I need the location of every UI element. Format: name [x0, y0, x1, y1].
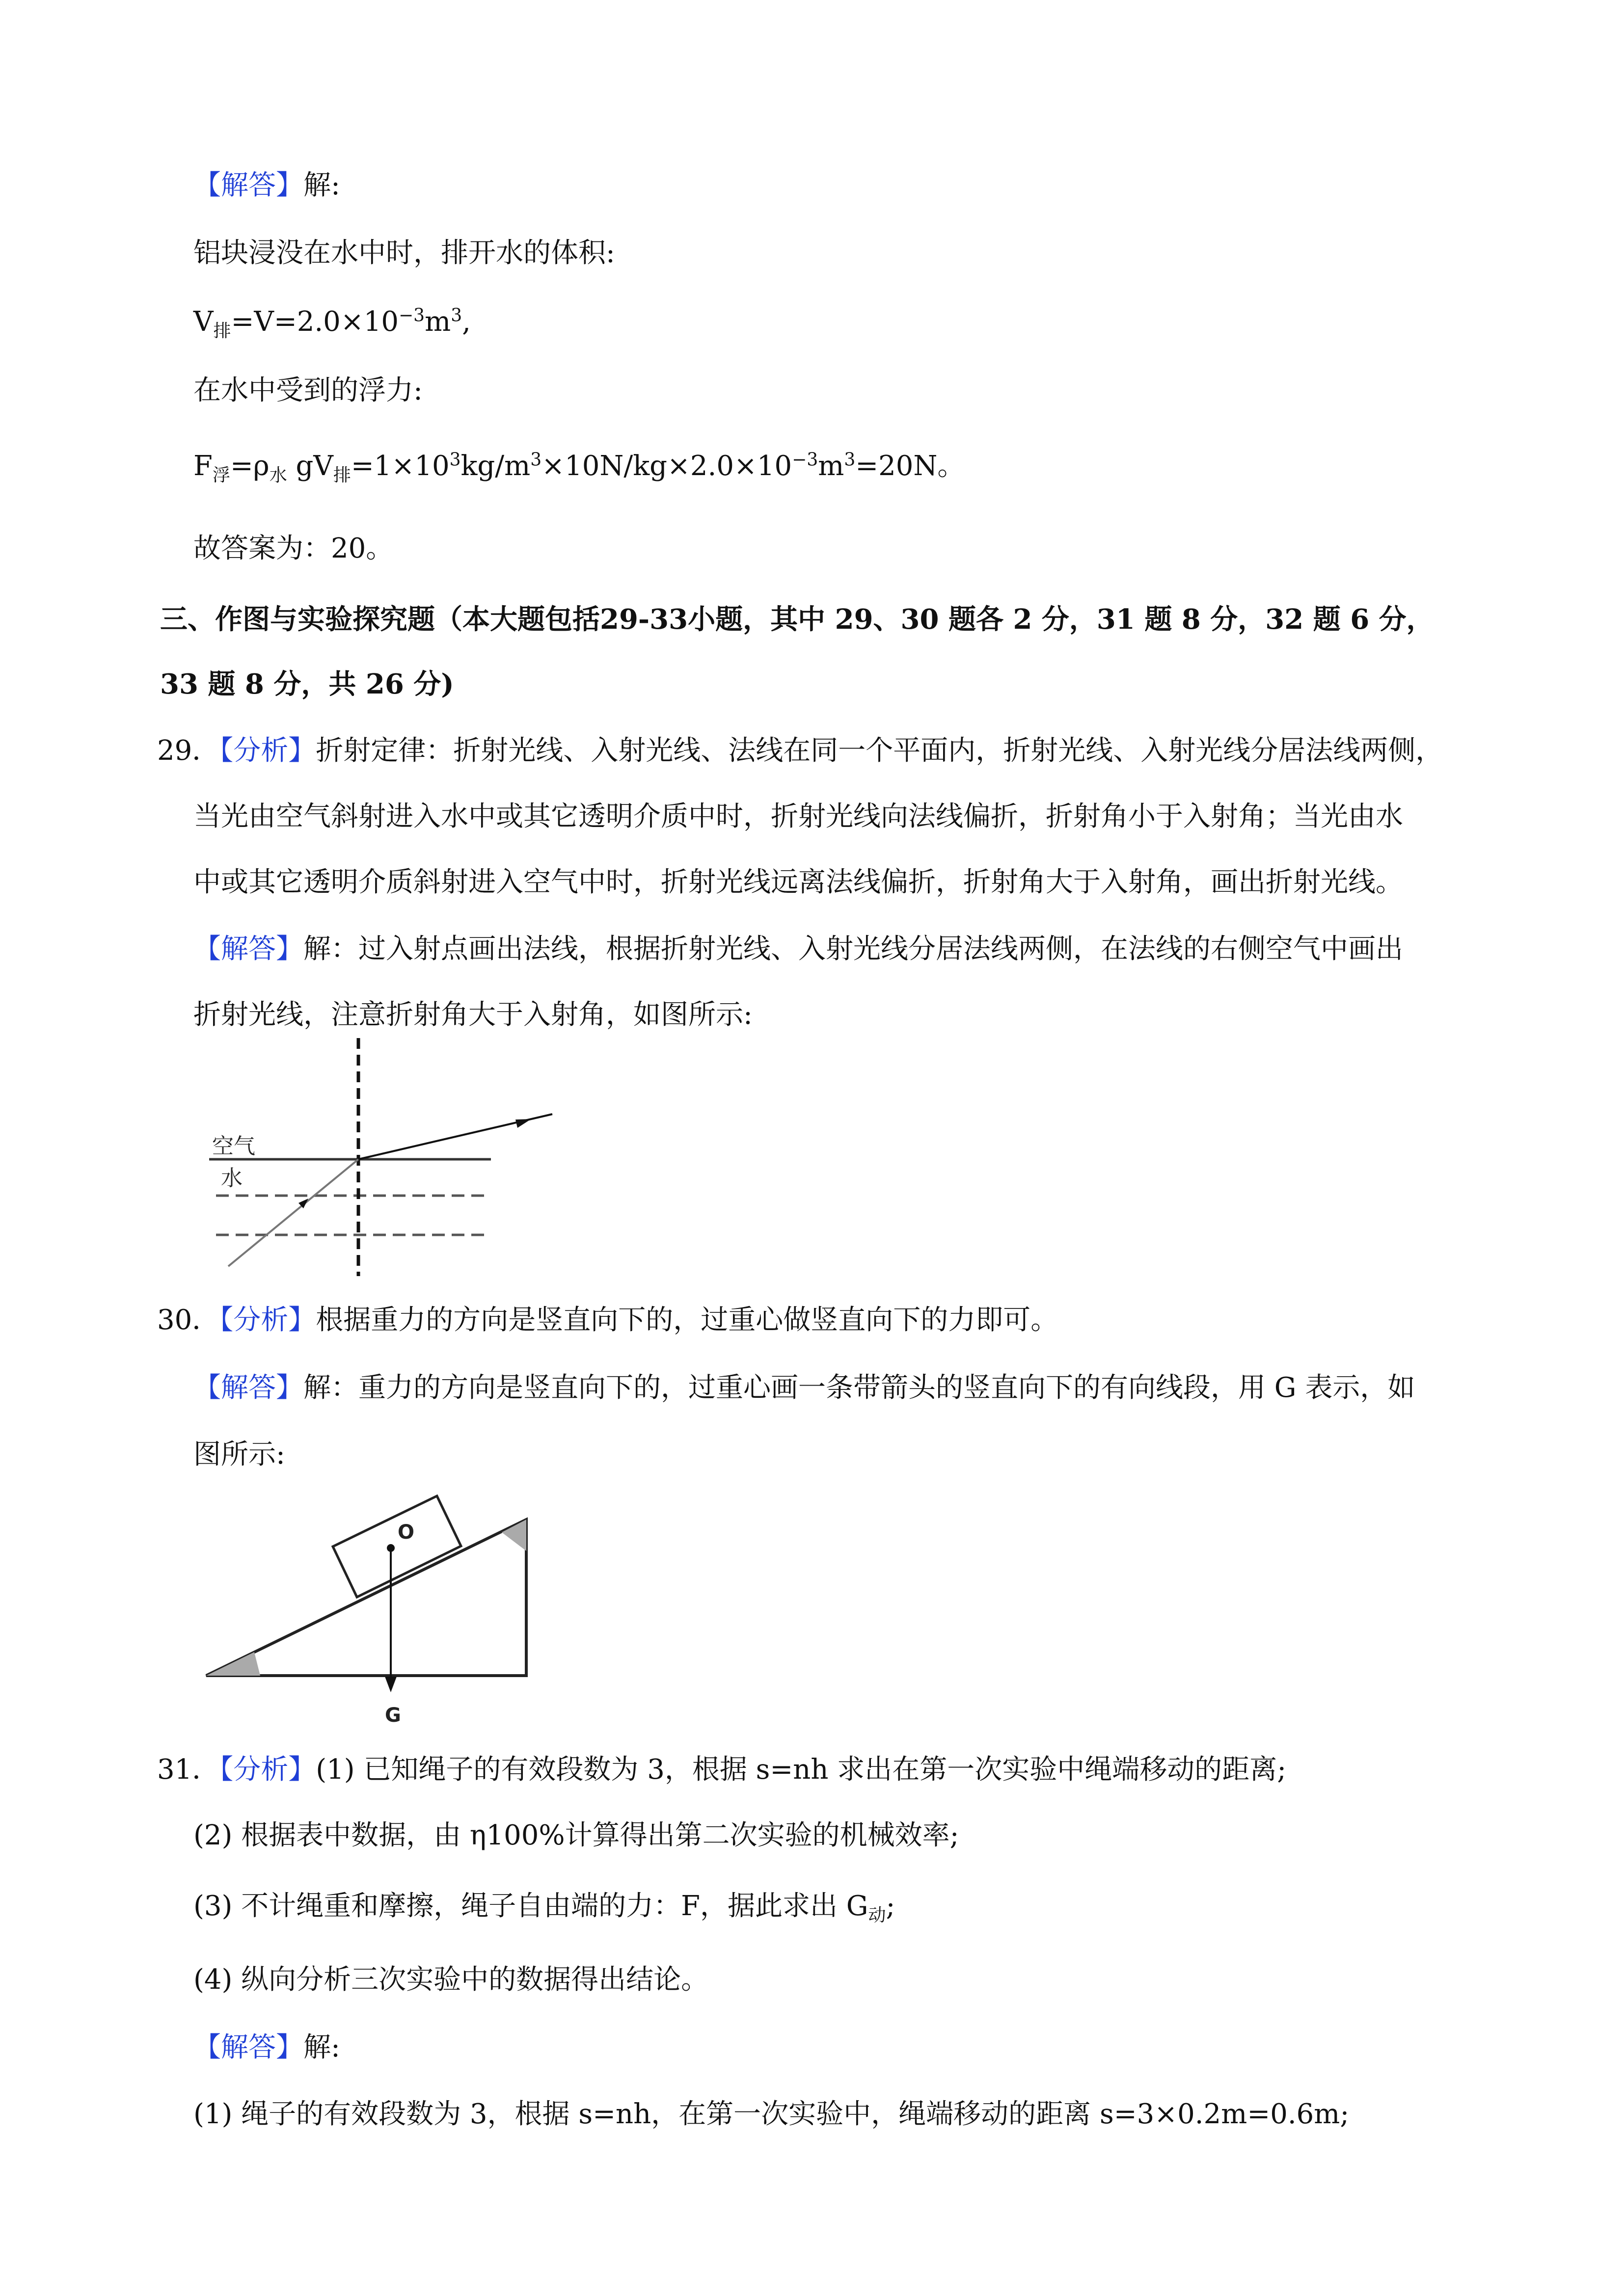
answer-tag: 【解答】 — [193, 169, 303, 201]
text-line: 故答案为：20。 — [193, 533, 394, 564]
label-air: 空气 — [212, 1134, 255, 1159]
answer-line: 【解答】解: — [193, 169, 340, 201]
text-line: (1) 绳子的有效段数为 3，根据 s=nh，在第一次实验中，绳端移动的距离 s=3×0.2m=0.6m; — [193, 2098, 1350, 2130]
section-heading: 三、作图与实验探究题（本大题包括29-33小题，其中 29、30 题各 2 分，31 题 8 分，32 题 6 分， — [160, 603, 1434, 636]
question-31-analysis: 31．【分析】(1) 已知绳子的有效段数为 3，根据 s=nh 求出在第一次实验中绳端移动的距离; — [157, 1754, 1287, 1786]
label-force: G — [385, 1704, 401, 1727]
label-water: 水 — [221, 1166, 243, 1191]
text-line: 当光由空气斜射进入水中或其它透明介质中时，折射光线向法线偏折，折射角小于入射角；当光由水 — [193, 801, 1403, 832]
formula-line: $F_浮=\rho_水$ $gV_排=1\times 10^3kg/m^3\times 10N/kg\times 2.0\times 10^{-3}m^3=20N$。 — [193, 450, 965, 486]
text-line: 中或其它透明介质斜射进入空气中时，折射光线远离法线偏折，折射角大于入射角，画出折射光线。 — [193, 866, 1403, 898]
refracted-arrowhead — [515, 1119, 531, 1128]
text-line: 铝块浸没在水中时，排开水的体积: — [193, 237, 615, 269]
angle-mark — [206, 1652, 260, 1676]
text-line: (2) 根据表中数据，由 η100%计算得出第二次实验的机械效率; — [193, 1819, 959, 1851]
text-line: 在水中受到的浮力: — [193, 374, 423, 406]
text-line: 图所示: — [193, 1439, 285, 1470]
question-29-answer: 【解答】解：过入射点画出法线，根据折射光线、入射光线分居法线两侧，在法线的右侧空气中画出 — [193, 933, 1403, 965]
gravity-arrowhead — [385, 1677, 397, 1692]
formula-line: $V_排=V=2.0\times 10^{-3}m^3$, — [193, 305, 471, 342]
text-line: (4) 纵向分析三次实验中的数据得出结论。 — [193, 1964, 709, 1996]
question-31-answer: 【解答】解: — [193, 2031, 340, 2063]
incline-diagram — [196, 1487, 550, 1742]
incident-ray — [228, 1159, 358, 1266]
question-30-answer: 【解答】解：重力的方向是竖直向下的，过重心画一条带箭头的竖直向下的有向线段，用 G 表示，如 — [193, 1372, 1415, 1404]
question-30-analysis: 30．【分析】根据重力的方向是竖直向下的，过重心做竖直向下的力即可。 — [157, 1304, 1058, 1336]
section-heading: 33 题 8 分，共 26 分) — [160, 668, 454, 700]
label-center: O — [398, 1521, 415, 1544]
refraction-diagram — [201, 1036, 574, 1281]
text-line: (3) 不计绳重和摩擦，绳子自由端的力：F，据此求出 $G_动$; — [193, 1890, 895, 1926]
question-29-analysis: 29．【分析】折射定律：折射光线、入射光线、法线在同一个平面内，折射光线、入射光线分居法线两侧， — [157, 735, 1443, 767]
text-line: 折射光线，注意折射角大于入射角，如图所示: — [193, 999, 753, 1031]
